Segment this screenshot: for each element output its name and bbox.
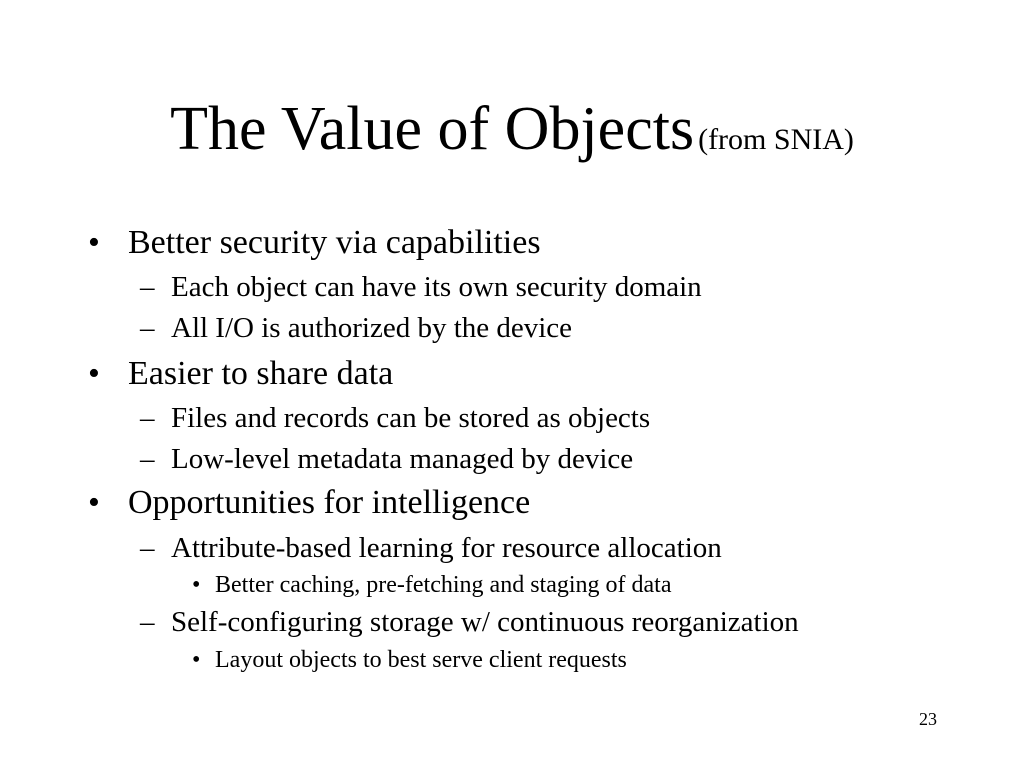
bullet-marker: • — [88, 224, 100, 261]
sub-bullet-item — [140, 273, 702, 302]
sub-bullet-item — [140, 404, 650, 433]
dash-marker: – — [140, 402, 155, 434]
bullet-marker: • — [192, 572, 201, 598]
bullet-item — [88, 357, 393, 391]
dash-marker: – — [140, 271, 155, 303]
dash-marker: – — [140, 606, 155, 638]
bullet-item — [88, 226, 541, 260]
bullet-text: Better security via capabilities — [128, 224, 541, 261]
sub-bullet-text: Self-configuring storage w/ continuous reorganization — [171, 606, 799, 638]
dash-marker: – — [140, 312, 155, 344]
slide-title — [0, 95, 1024, 163]
sub-sub-bullet-item — [192, 648, 627, 672]
sub-bullet-text: Attribute-based learning for resource allocation — [171, 532, 722, 564]
sub-bullet-text: Files and records can be stored as objects — [171, 402, 651, 434]
bullet-marker: • — [88, 484, 100, 521]
sub-bullet-text: All I/O is authorized by the device — [171, 312, 573, 344]
bullet-marker: • — [192, 647, 201, 673]
bullet-text: Opportunities for intelligence — [128, 484, 531, 521]
slide-title-main: The Value of Objects — [170, 95, 695, 163]
dash-marker: – — [140, 532, 155, 564]
sub-sub-bullet-text: Layout objects to best serve client requests — [215, 647, 627, 673]
dash-marker: – — [140, 443, 155, 475]
bullet-marker: • — [88, 355, 100, 392]
sub-sub-bullet-item — [192, 573, 671, 597]
bullet-item — [88, 486, 530, 520]
slide-title-source: (from SNIA) — [698, 123, 854, 156]
sub-bullet-item — [140, 608, 799, 637]
sub-bullet-item — [140, 534, 722, 563]
page-number: 23 — [919, 709, 937, 729]
sub-bullet-item — [140, 445, 633, 474]
bullet-text: Easier to share data — [128, 355, 394, 392]
sub-bullet-item — [140, 314, 572, 343]
sub-bullet-text: Low-level metadata managed by device — [171, 443, 634, 475]
sub-sub-bullet-text: Better caching, pre-fetching and staging of data — [215, 572, 672, 598]
sub-bullet-text: Each object can have its own security domain — [171, 271, 702, 303]
